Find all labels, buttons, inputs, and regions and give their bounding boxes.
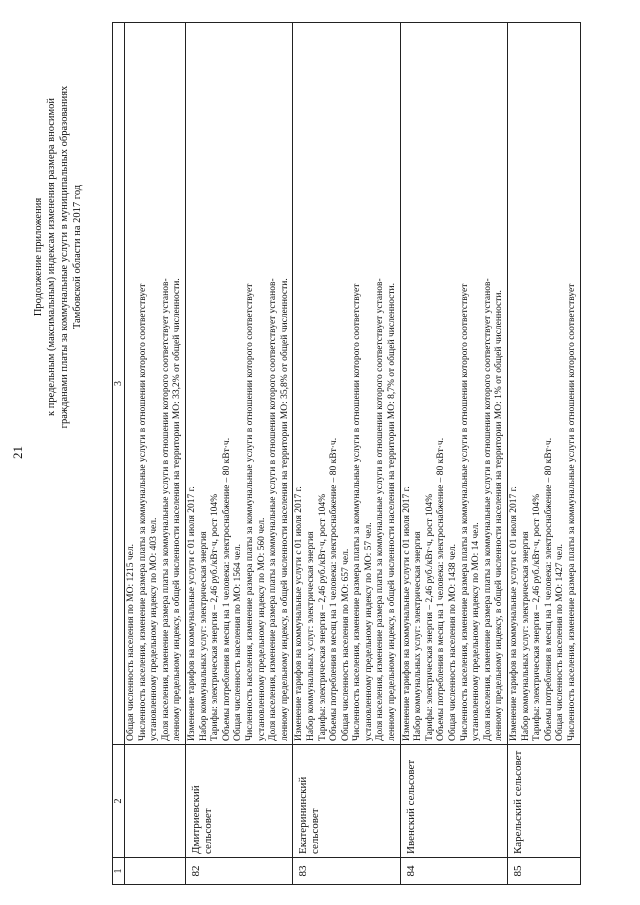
detail-line: Изменение тарифов на коммунальные услуги с 01 июля 2017 г. [186, 486, 197, 741]
detail-line: Изменение тарифов на коммунальные услуги с 01 июля 2017 г. [401, 486, 412, 741]
page-number: 21 [10, 446, 25, 459]
detail-line: ленному предельному индексу, в общей численности населения на территории МО: 8,7% от общей численности. [387, 282, 398, 741]
header-line-2: к предельным (максимальным) индексам изменения размера вносимой [46, 97, 57, 417]
continuation-name-cell [125, 745, 186, 858]
detail-line: Набор коммунальных услуг: электрическая энергия [413, 531, 424, 741]
settlement-row [185, 23, 292, 885]
detail-line: Объемы потребления в месяц на 1 человека: электроснабжение – 80 кВт·ч. [329, 437, 340, 741]
details-cell [508, 23, 581, 745]
column-header-2: 2 [113, 745, 125, 858]
column-header-1: 1 [113, 858, 125, 885]
settlement-row [508, 23, 581, 885]
row-number: 83 [297, 865, 310, 877]
row-number: 82 [189, 865, 202, 877]
detail-line: Доля населения, изменение размера платы за коммунальные услуги в отношении которого соответствует установ- [268, 278, 279, 741]
appendix-header [32, 22, 84, 492]
detail-line: ленному предельному индексу, в общей численности населения на территории МО: 33,2% от общей численности. [172, 278, 183, 741]
detail-line: Численность населения, изменение размера платы за коммунальные услуги в отношении которого соответствует [244, 283, 255, 741]
detail-line: Тарифы: электрическая энергия – 2,46 руб./кВт·ч, рост 104% [317, 493, 328, 741]
header-line-3: гражданами платы за коммунальные услуги в муниципальных образованиях [59, 85, 70, 429]
settlement-name: Дмитриевский сельсовет [189, 785, 214, 854]
detail-line: Численность населения, изменение размера платы за коммунальные услуги в отношении которого соответствует [352, 283, 363, 741]
settlement-row [293, 23, 400, 885]
detail-line: Численность населения, изменение размера платы за коммунальные услуги в отношении которого соответствует [566, 283, 577, 741]
detail-line: Тарифы: электрическая энергия – 2,46 руб./кВт·ч, рост 104% [210, 493, 221, 741]
detail-line: установленному предельному индексу по МО: 57 чел. [363, 522, 374, 741]
detail-line: Набор коммунальных услуг: электрическая энергия [198, 531, 209, 741]
detail-line: ленному предельному индексу, в общей численности населения на территории МО: 1% от общей численности. [494, 290, 505, 741]
detail-line: установленному предельному индексу по МО: 560 чел. [256, 517, 267, 741]
header-line-4: Тамбовской области на 2017 год [72, 184, 83, 330]
row-number-cell [185, 858, 292, 885]
tariff-table [112, 22, 581, 885]
detail-line: Общая численность населения по МО: 1427 чел. [555, 544, 566, 741]
row-number: 84 [404, 865, 417, 877]
detail-line: Общая численность населения по МО: 1564 чел. [233, 544, 244, 741]
details-cell [185, 23, 292, 745]
detail-line: Доля населения, изменение размера платы за коммунальные услуги в отношении которого соответствует установ- [160, 278, 171, 741]
detail-line: Численность населения, изменение размера платы за коммунальные услуги в отношении которого соответствует [459, 283, 470, 741]
detail-line: ленному предельному индексу, в общей численности населения на территории МО: 35,8% от общей численности. [279, 278, 290, 741]
detail-line: Общая численность населения по МО: 657 чел. [340, 548, 351, 741]
details-cell [293, 23, 400, 745]
detail-line: Объемы потребления в месяц на 1 человека: электроснабжение – 80 кВт·ч. [221, 437, 232, 741]
settlement-name-cell [400, 745, 507, 858]
row-number-cell [293, 858, 400, 885]
detail-line: Тарифы: электрическая энергия – 2,46 руб./кВт·ч, рост 104% [424, 493, 435, 741]
detail-line: Доля населения, изменение размера платы за коммунальные услуги в отношении которого соответствует установ- [375, 278, 386, 741]
settlement-name-cell [185, 745, 292, 858]
row-number-cell [400, 858, 507, 885]
row-number: 85 [512, 865, 524, 877]
settlement-name: Карельский сельсовет [512, 750, 524, 854]
detail-line: Изменение тарифов на коммунальные услуги с 01 июля 2017 г. [294, 486, 305, 741]
detail-line: установленному предельному индексу по МО: 14 чел. [471, 522, 482, 741]
detail-line: Набор коммунальных услуг: электрическая энергия [305, 531, 316, 741]
details-cell [400, 23, 507, 745]
column-header-3: 3 [113, 23, 125, 745]
detail-line: Численность населения, изменение размера платы за коммунальные услуги в отношении которого соответствует [137, 283, 148, 741]
detail-line: Объемы потребления в месяц на 1 человека: электроснабжение – 80 кВт·ч. [436, 437, 447, 741]
settlement-row [400, 23, 507, 885]
continuation-details-cell [125, 23, 186, 745]
detail-line: Доля населения, изменение размера платы за коммунальные услуги в отношении которого соответствует установ- [482, 278, 493, 741]
detail-line: Общая численность населения по МО: 1438 чел. [448, 544, 459, 741]
settlement-name-cell [293, 745, 400, 858]
detail-line: установленному предельному индексу по МО: 403 чел. [149, 517, 160, 741]
detail-line: Тарифы: электрическая энергия – 2,46 руб./кВт·ч, рост 104% [532, 493, 543, 741]
settlement-name: Ивенский сельсовет [404, 759, 417, 854]
detail-line: Изменение тарифов на коммунальные услуги с 01 июля 2017 г. [509, 486, 519, 741]
settlement-name: Екатерининский сельсовет [297, 776, 322, 854]
detail-line: Объемы потребления в месяц на 1 человека: электроснабжение – 80 кВт·ч. [543, 437, 554, 741]
row-number-cell [508, 858, 581, 885]
detail-line: Набор коммунальных услуг: электрическая энергия [520, 531, 531, 741]
column-header-row [113, 23, 125, 885]
settlement-name-cell [508, 745, 581, 858]
header-line-1: Продолжение приложения [33, 197, 44, 317]
detail-line: Общая численность населения по МО: 1215 чел. [126, 544, 136, 741]
continuation-num-cell [125, 858, 186, 885]
continuation-row [125, 23, 186, 885]
